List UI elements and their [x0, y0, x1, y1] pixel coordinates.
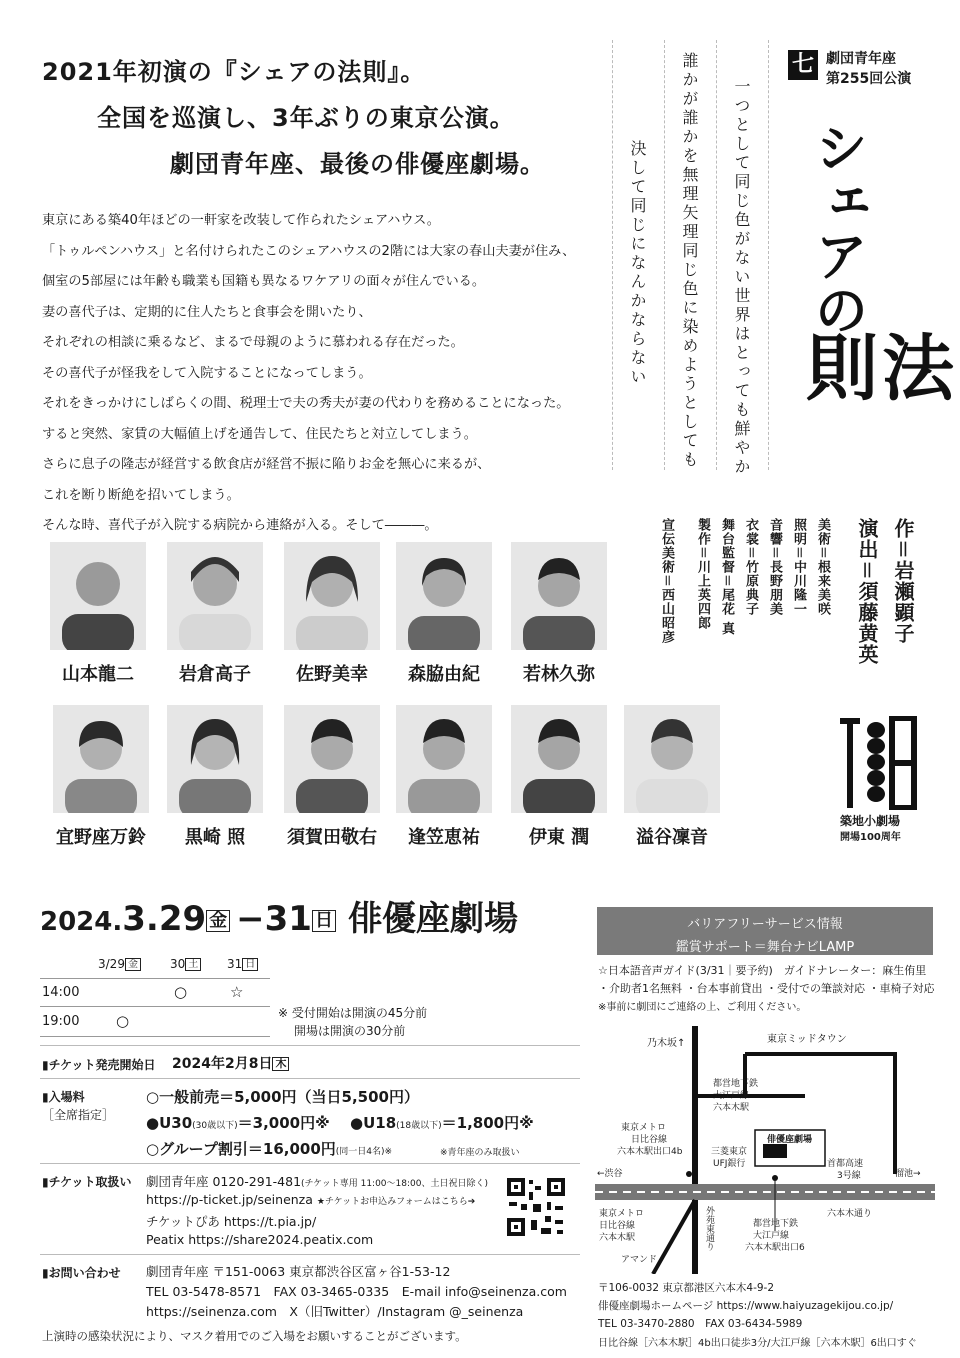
headline-1: 2021年初演の『シェアの法則』。 [42, 58, 426, 86]
barrier-free-subtitle: 鑑賞サポート＝舞台ナビLAMP [675, 940, 855, 955]
schedule-note: 開場は開演の30分前 [294, 1024, 406, 1038]
access-map [595, 1026, 935, 1274]
contact-phone: TEL 03-5478-8571 FAX 03-3465-0335 E-mail info@seinenza.com [146, 1284, 567, 1299]
tsukiji-100-logo-icon [838, 716, 918, 810]
schedule-time: 14:00 [42, 985, 80, 1000]
map-label: 外苑東通り [704, 1206, 714, 1251]
map-label: 東京ミッドタウン [767, 1034, 847, 1045]
play-title-line-2: 法則 [794, 330, 954, 396]
synopsis-line: その喜代子が怪我をして入院することになってしまう。 [42, 365, 372, 381]
cast-name: 逢笠恵祐 [408, 827, 480, 848]
credit-staff: 音響＝長野朋美 [767, 518, 782, 617]
cast-name: 岩倉高子 [179, 664, 251, 685]
troupe-logo-icon: 七 [788, 50, 818, 80]
seinenza-only-note: ※青年座のみ取扱い [440, 1148, 520, 1158]
synopsis-line: 「トゥルペンハウス」と名付けられたこのシェアハウスの2階には大家の春山夫妻が住み、 [42, 243, 576, 259]
cast-name: 須賀田敬右 [287, 827, 377, 848]
map-label: 六本木駅出口4b [617, 1147, 683, 1157]
barrier-free-line: ☆日本語音声ガイド(3/31｜要予約) ガイドナレーター：麻生侑里 [598, 964, 927, 977]
qr-code-icon[interactable] [505, 1176, 567, 1238]
venue-address: 〒106-0032 東京都港区六本木4-9-2 [598, 1282, 775, 1294]
date-start: 3.29 [122, 899, 207, 939]
cast-photo [511, 542, 607, 650]
credit-staff: 照明＝中川隆一 [791, 518, 806, 617]
map-label: 六本木駅出口6 [745, 1243, 805, 1253]
cast-photo [284, 705, 380, 813]
map-label: 三菱東京 [711, 1147, 748, 1157]
date-end: 31 [264, 899, 312, 939]
cast-name: 山本龍二 [62, 664, 134, 685]
dashed-divider [768, 40, 769, 470]
cast-photo [53, 705, 149, 813]
cast-photo [396, 542, 492, 650]
section-divider [40, 1163, 580, 1164]
map-label: UFJ銀行 [713, 1159, 746, 1169]
contact-address: 劇団青年座 〒151-0063 東京都渋谷区富ヶ谷1-53-12 [146, 1264, 451, 1279]
cast-photo [396, 705, 492, 813]
price-group: ○グループ割引＝16,000円(同一日4名)※ [146, 1140, 393, 1158]
schedule-time: 19:00 [42, 1014, 80, 1029]
contact-web[interactable]: https://seinenza.com X（旧Twitter）/Instagram @_seinenza [146, 1304, 524, 1319]
ticket-phone: 劇団青年座 0120-291-481(チケット専用 11:00〜18:00、土日祝日除く) [146, 1174, 488, 1189]
synopsis-line: 妻の喜代子は、定期的に住人たちと食事会を開いたり、 [42, 304, 372, 320]
synopsis [42, 206, 622, 542]
barrier-free-line: ※事前に劇団にご連絡の上、ご利用ください。 [598, 1002, 807, 1013]
map-label: 日比谷線 [631, 1135, 668, 1145]
schedule-mark: ○ [116, 1012, 130, 1030]
cast-photo [50, 542, 146, 650]
cast-name: 溢谷凜音 [636, 827, 708, 848]
map-label: 都営地下鉄 [713, 1079, 759, 1089]
venue-name: 俳優座劇場 [347, 899, 518, 939]
tagline-2: 誰かが誰かを無理矢理同じ色に染めようとしても [680, 52, 699, 470]
credit-staff: 美術＝根来美咲 [815, 518, 830, 617]
schedule-col-0: 3/29 金 [98, 957, 141, 971]
price-general: ○一般前売＝5,000円（当日5,500円） [146, 1088, 419, 1106]
dashed-divider [612, 40, 613, 470]
barrier-free-title: バリアフリーサービス情報 [687, 917, 843, 932]
ticket-url-peatix[interactable]: Peatix https://share2024.peatix.com [146, 1232, 374, 1247]
contact-label: ▮お問い合わせ [42, 1266, 121, 1280]
map-label: 大江戸線 [753, 1231, 790, 1241]
tsukiji-sub: 開場100周年 [840, 832, 901, 843]
cast-photo [167, 705, 263, 813]
date-dash: − [236, 899, 265, 939]
schedule-divider [40, 1036, 270, 1037]
map-label: 日比谷線 [599, 1221, 636, 1231]
credit-director: 演出＝須藤黄英 [855, 518, 879, 665]
date-start-day: 金 [206, 910, 230, 932]
ticket-url-pia[interactable]: チケットぴあ https://t.pia.jp/ [146, 1214, 317, 1229]
cast-name: 黒崎 照 [184, 827, 246, 848]
barrier-free-line: ・介助者1名無料 ・台本事前貸出 ・受付での筆談対応 ・車椅子対応 [598, 982, 935, 995]
cast-name: 宜野座万鈴 [56, 827, 146, 848]
credit-staff: 舞台監督＝尾花 真 [719, 518, 734, 636]
tagline-1: 一つとして同じ色がない世界はとっても鮮やか [732, 78, 751, 477]
map-label: 首都高速 [827, 1159, 864, 1169]
map-label: 溜池→ [895, 1169, 921, 1179]
schedule-col-1: 30 土 [170, 957, 201, 971]
dashed-divider [716, 40, 717, 470]
map-label: 東京メトロ [621, 1123, 667, 1133]
synopsis-line: そんな時、喜代子が入院する病院から連絡が入る。そして―――。 [42, 518, 438, 533]
price-u18: ●U18(18歳以下)＝1,800円※ [350, 1114, 534, 1132]
map-label: アマンド [621, 1255, 658, 1265]
map-label: 六本木通り [827, 1209, 873, 1219]
performance-dates [40, 899, 518, 939]
map-label: 六本木駅 [713, 1103, 750, 1113]
schedule-col-2: 31 日 [227, 957, 258, 971]
schedule-mark: ○ [174, 983, 188, 1001]
synopsis-line: すると突然、家賃の大幅値上げを通告して、住民たちと対立してしまう。 [42, 426, 477, 442]
admission-sublabel: ［全席指定］ [42, 1108, 115, 1122]
section-divider [40, 1078, 580, 1079]
cast-photo [284, 542, 380, 650]
map-label: 大江戸線 [713, 1091, 750, 1101]
venue-phone: TEL 03-3470-2880 FAX 03-6434-5989 [598, 1318, 803, 1330]
synopsis-line: それぞれの相談に乗るなど、まるで母親のように慕われる存在だった。 [42, 335, 464, 350]
synopsis-line: さらに息子の隆志が経営する飲食店が経営不振に陥りお金を無心に来るが、 [42, 457, 491, 472]
section-divider [40, 1045, 580, 1046]
schedule-divider [40, 1006, 270, 1007]
tsukiji-title: 築地小劇場 [840, 814, 901, 828]
play-title-line-1: シェアの [806, 120, 869, 336]
schedule-mark: ☆ [230, 983, 244, 1001]
cast-photo [167, 542, 263, 650]
cast-name: 森脇由紀 [408, 664, 480, 685]
map-label: 都営地下鉄 [753, 1219, 799, 1229]
schedule-note: ※ 受付開始は開演の45分前 [278, 1006, 428, 1020]
map-label: 東京メトロ [599, 1209, 645, 1219]
map-label: 六本木駅 [599, 1233, 636, 1243]
credit-author: 作＝岩瀬顕子 [891, 518, 915, 644]
tickets-label: ▮チケット取扱い [42, 1175, 132, 1189]
tagline-3: 決して同じになんかならない [628, 140, 647, 387]
date-end-day: 日 [312, 910, 336, 932]
synopsis-line: 個室の5部屋には年齢も職業も国籍も異なるワケアリの面々が住んでいる。 [42, 274, 486, 289]
map-label: 俳優座劇場 [767, 1135, 813, 1145]
credit-staff: 製作＝川上英四郎 [695, 518, 710, 631]
footer-note: 上演時の感染状況により、マスク着用でのご入場をお願いすることがございます。 [42, 1329, 467, 1343]
credit-staff: 宣伝美術＝西山昭彦 [659, 518, 674, 645]
ticket-release-date: 2024年2月8日 木 [172, 1053, 289, 1073]
headline-2: 全国を巡演し、3年ぶりの東京公演。 [97, 104, 515, 132]
cast-name: 若林久弥 [523, 664, 595, 685]
synopsis-line: これを断り断絶を招いてしまう。 [42, 487, 240, 503]
venue-homepage[interactable]: 俳優座劇場ホームページ https://www.haiyuzagekijou.co.jp/ [598, 1300, 894, 1312]
date-year: 2024. [40, 907, 123, 937]
play-title [788, 120, 954, 460]
ticket-release-label: ▮チケット発売開始日 [42, 1058, 156, 1072]
cast-photo [511, 705, 607, 813]
synopsis-line: 東京にある築40年ほどの一軒家を改装して作られたシェアハウス。 [42, 213, 440, 228]
synopsis-line: それをきっかけにしばらくの間、税理士で夫の秀夫が妻の代わりを務めることになった。 [42, 396, 570, 411]
credit-staff: 衣裳＝竹原典子 [743, 518, 758, 617]
price-u30: ●U30(30歳以下)＝3,000円※ [146, 1114, 330, 1132]
troupe-name: 劇団青年座 [826, 51, 896, 67]
performance-number: 第255回公演 [826, 71, 912, 87]
headline-3: 劇団青年座、最後の俳優座劇場。 [170, 150, 545, 178]
barrier-free-header [597, 907, 933, 955]
map-label: 乃木坂↑ [647, 1038, 686, 1049]
map-label: 3号線 [837, 1171, 861, 1181]
cast-photo [624, 705, 720, 813]
admission-label: ▮入場料 [42, 1090, 85, 1104]
ticket-url-seinenza[interactable]: https://p-ticket.jp/seinenza ★チケットお申込みフォームはこちら➔ [146, 1192, 476, 1207]
venue-access: 日比谷線［六本木駅］4b出口徒歩3分/大江戸線［六本木駅］6出口すぐ [598, 1338, 917, 1349]
map-label: ←渋谷 [597, 1169, 623, 1179]
cast-name: 佐野美幸 [296, 664, 368, 685]
dashed-divider [664, 40, 665, 470]
section-divider [40, 1254, 580, 1255]
schedule-divider [40, 978, 270, 979]
cast-name: 伊東 潤 [528, 827, 590, 848]
